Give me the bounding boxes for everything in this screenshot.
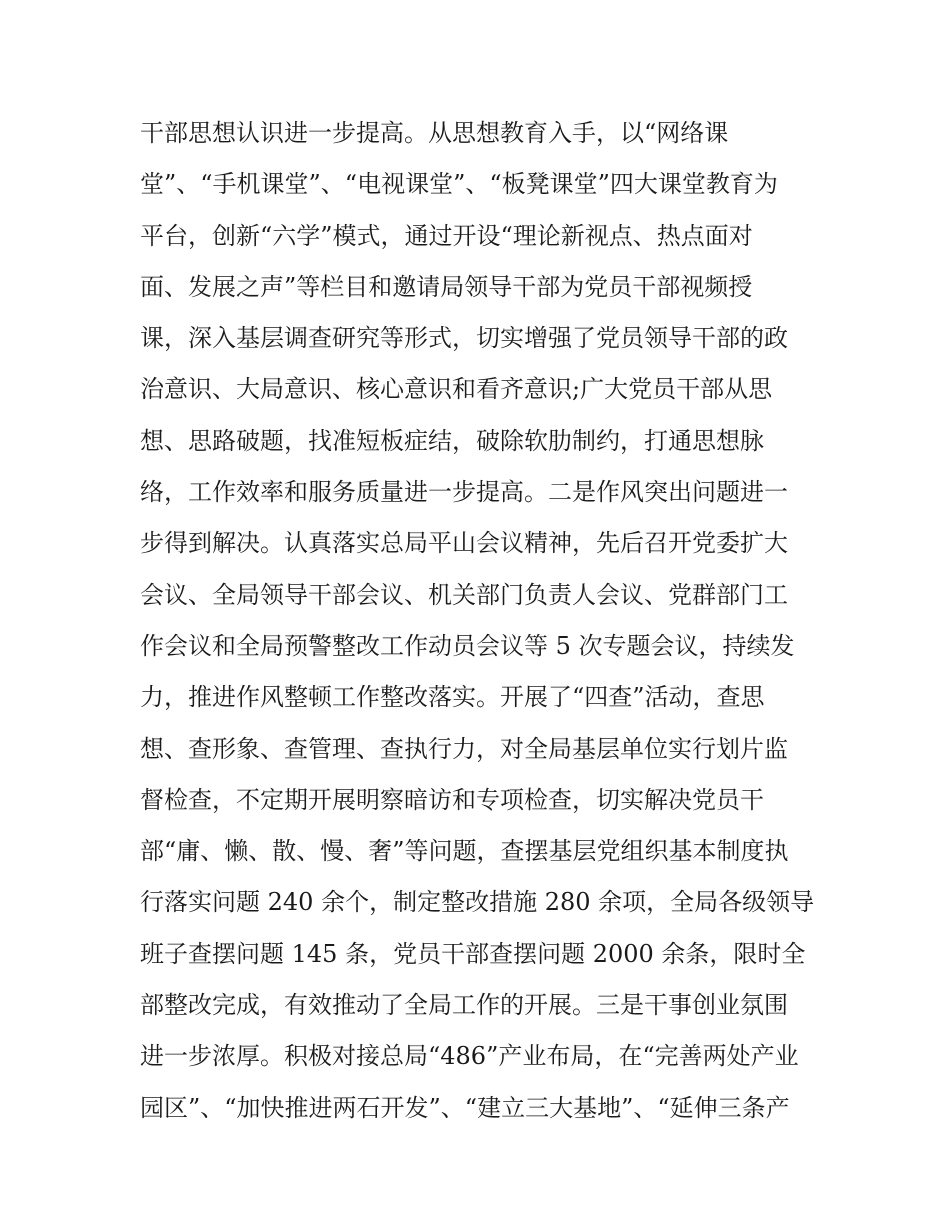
text-line: 督检查，不定期开展明察暗访和专项检查，切实解决党员干 xyxy=(140,785,764,814)
text-line: 班子查摆问题 145 条，党员干部查摆问题 2000 余条，限时全 xyxy=(140,939,806,968)
text-line: 力，推进作风整顿工作整改落实。开展了“四查”活动，查思 xyxy=(140,683,765,712)
text-line: 园区”、“加快推进两石开发”、“建立三大基地”、“延伸三条产 xyxy=(140,1093,790,1122)
text-line: 想、思路破题，找准短板症结，破除软肋制约，打通思想脉 xyxy=(140,426,764,455)
text-line: 行落实问题 240 余个，制定整改措施 280 余项，全局各级领导 xyxy=(140,888,815,917)
text-line: 堂”、“手机课堂”、“电视课堂”、“板凳课堂”四大课堂教育为 xyxy=(140,170,778,199)
text-line: 部整改完成，有效推动了全局工作的开展。三是干事创业氛围 xyxy=(140,991,788,1020)
text-line: 面、发展之声”等栏目和邀请局领导干部为党员干部视频授 xyxy=(140,272,753,301)
text-line: 想、查形象、查管理、查执行力，对全局基层单位实行划片监 xyxy=(140,734,788,763)
text-line: 进一步浓厚。积极对接总局“486”产业布局，在“完善两处产业 xyxy=(140,1042,799,1071)
text-line: 作会议和全局预警整改工作动员会议等 5 次专题会议，持续发 xyxy=(140,631,795,660)
text-line: 干部思想认识进一步提高。从思想教育入手，以“网络课 xyxy=(140,119,729,147)
text-line: 部“庸、懒、散、慢、奢”等问题，查摆基层党组织基本制度执 xyxy=(140,837,789,866)
text-line: 步得到解决。认真落实总局平山会议精神，先后召开党委扩大 xyxy=(140,529,788,558)
text-line: 络，工作效率和服务质量进一步提高。二是作风突出问题进一 xyxy=(140,478,788,507)
text-line: 治意识、大局意识、核心意识和看齐意识;广大党员干部从思 xyxy=(140,375,773,404)
text-line: 课，深入基层调查研究等形式，切实增强了党员领导干部的政 xyxy=(140,324,788,353)
text-line: 会议、全局领导干部会议、机关部门负责人会议、党群部门工 xyxy=(140,580,788,609)
body-text xyxy=(140,108,820,1134)
text-line: 平台，创新“六学”模式，通过开设“理论新视点、热点面对 xyxy=(140,221,753,250)
